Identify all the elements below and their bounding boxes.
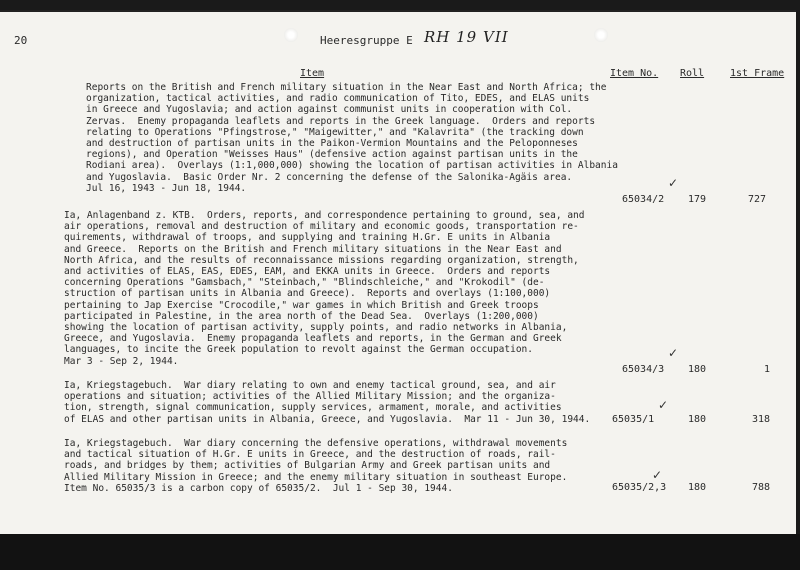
check-mark-icon: ✓ bbox=[658, 398, 669, 412]
column-header-roll: Roll bbox=[680, 68, 705, 79]
entry-first-frame: 727 bbox=[748, 194, 767, 205]
check-mark-icon: ✓ bbox=[652, 468, 663, 482]
entry-item-no: 65034/2 bbox=[622, 194, 665, 205]
entry-description: Ia, Kriegstagebuch. War diary relating to own and enemy tactical ground, sea, and air operations and situation; activities of the Allied Military Mission; and the organiza- tion, strength, signal communication, supply services, armament, morale, and activities of ELAS and other partisan units in Albania, Greece, and Yugoslavia. Mar 11 - Jun 30, 1944. bbox=[64, 380, 591, 425]
punch-hole bbox=[594, 28, 608, 42]
entry-roll: 180 bbox=[688, 364, 707, 375]
check-mark-icon: ✓ bbox=[668, 176, 679, 190]
entry-first-frame: 1 bbox=[764, 364, 771, 375]
entry-item-no: 65034/3 bbox=[622, 364, 665, 375]
column-header-item-no: Item No. bbox=[610, 68, 659, 79]
entry-roll: 180 bbox=[688, 414, 707, 425]
entry-first-frame: 318 bbox=[752, 414, 771, 425]
page-number: 20 bbox=[14, 34, 28, 47]
punch-hole bbox=[284, 28, 298, 42]
entry-first-frame: 788 bbox=[752, 482, 771, 493]
check-mark-icon: ✓ bbox=[668, 346, 679, 360]
entry-description: Reports on the British and French military situation in the Near East and North Africa; the organization, tactical activities, and radio communication of Tito, EDES, and ELAS units in Greece and Yugoslavia; and action against communist units in cooperation with Col. Zervas. Enemy propaganda leaflets and reports in the Greek language. Orders and reports relating to Operations "Pfingstrose," "Maigewitter," and "Kalavrita" (the tracking down and destruction of partisan units in the Paikon-Vermion Mountains and the Peloponneses regions), and Operation "Weisses Haus" (defensive action against partisan units in the Rodiani area). Overlays (1:1,000,000) showing the location of partisan activities in Albania and Yugoslavia. Basic Order Nr. 2 concerning the defense of the Salonika-Agäis area. Jul 16, 1943 - Jun 18, 1944. bbox=[86, 82, 618, 194]
scan-border bbox=[0, 534, 800, 570]
entry-roll: 180 bbox=[688, 482, 707, 493]
entry-description: Ia, Anlagenband z. KTB. Orders, reports, and correspondence pertaining to ground, sea, and air operations, removal and destruction of military and economic goods, transportation re- quirements, withdrawal of troops, and supplying and training H.Gr. E units in Albania and Greece. Reports on the British and French military situations in the Near East and North Africa, and the results of reconnaissance missions regarding organization, strength, and activities of ELAS, EAS, EDES, EAM, and EKKA units in Greece. Orders and reports concerning Operations "Gamsbach," "Steinbach," "Blindschleiche," and "Krokodil" (de- struction of partisan units in Albania and Greece). Reports and overlays (1:100,000) pertaining to Jap Exercise "Crocodile," war games in which British and Greek troops participated in Palestine, in the area north of the Dead Sea. Overlays (1:200,000) showing the location of partisan activity, supply points, and radio networks in Albania, Greece, and Yugoslavia. Enemy propaganda leaflets and reports, in the German and Greek languages, to incite the Greek population to revolt against the German occupation. Mar 3 - Sep 2, 1944. bbox=[64, 210, 585, 367]
column-header-first-frame: 1st Frame bbox=[730, 68, 785, 79]
entry-roll: 179 bbox=[688, 194, 707, 205]
document-page bbox=[0, 10, 796, 534]
handwritten-reference: RH 19 VII bbox=[424, 28, 509, 46]
column-header-item: Item bbox=[300, 68, 325, 79]
series-title: Heeresgruppe E bbox=[320, 34, 413, 47]
entry-description: Ia, Kriegstagebuch. War diary concerning the defensive operations, withdrawal movements and tactical situation of H.Gr. E units in Greece, and the destruction of roads, rail- roads, and bridges by them; activities of Bulgarian Army and Greek partisan units and Allied Military Mission in Greece; and the enemy military situation in southeast Europe. Item No. 65035/3 is a carbon copy of 65035/2. Jul 1 - Sep 30, 1944. bbox=[64, 438, 568, 494]
entry-item-no: 65035/2,3 bbox=[612, 482, 667, 493]
entry-item-no: 65035/1 bbox=[612, 414, 655, 425]
